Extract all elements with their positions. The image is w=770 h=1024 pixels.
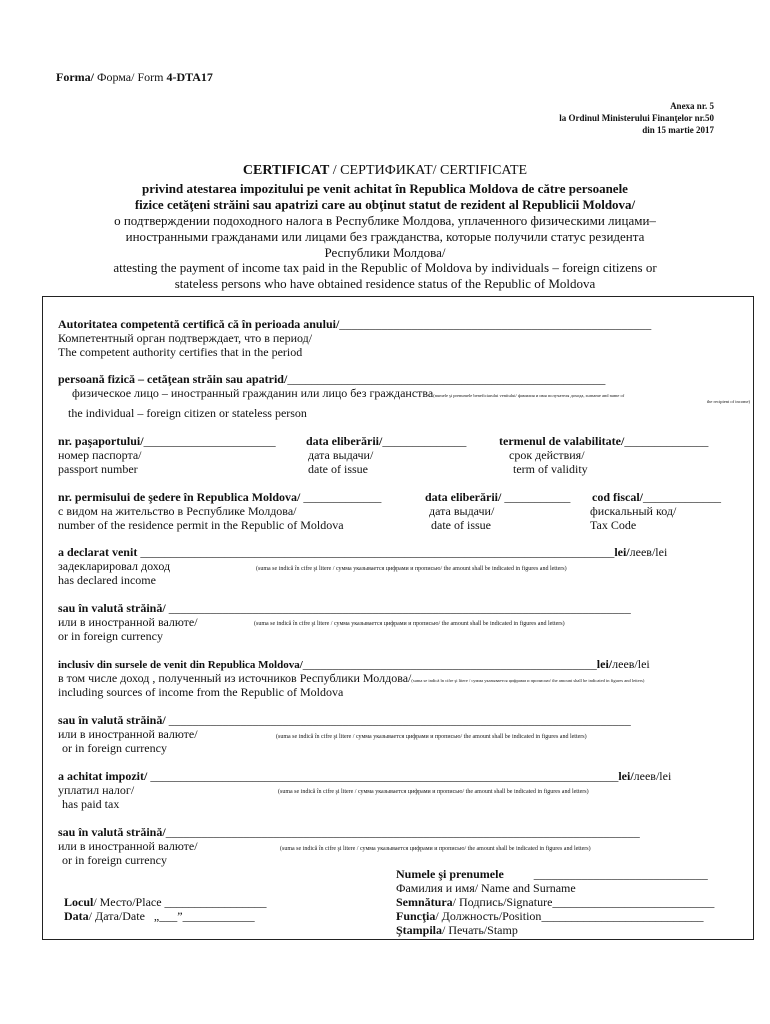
title-ru-1: о подтверждении подоходного налога в Республике Молдова, уплаченного физическими лицами–: [114, 213, 656, 228]
signature-stamp-translation: / Печать/Stamp: [442, 923, 518, 937]
annex-line-1: Anexa nr. 5: [670, 101, 714, 111]
fiscal-field[interactable]: _____________: [643, 490, 721, 504]
person-name-field[interactable]: _____________________________________________________: [287, 372, 606, 386]
signature-sign-label: Semnătura: [396, 895, 453, 909]
passport-valid-label: termenul de valabilitate/: [499, 434, 625, 448]
signature-position-row: [396, 909, 703, 924]
passport-valid-field[interactable]: ______________: [624, 434, 709, 448]
authority-en: The competent authority certifies that in the period: [58, 345, 303, 359]
tax-paid-label: a achitat impozit/: [58, 769, 148, 783]
foreign2-en: or in foreign currency: [62, 741, 167, 755]
moldova-sources-field[interactable]: _________________________________________________: [302, 657, 597, 671]
residence-date-label: data eliberării/: [425, 490, 502, 504]
foreign3-en: or in foreign currency: [62, 853, 167, 867]
person-ru-row: [72, 386, 624, 401]
tax-paid-en: has paid tax: [62, 797, 120, 811]
passport-valid-en: term of validity: [513, 462, 588, 476]
declared-amount-note: (suma se indică în cifre şi litere / сумма указывается цифрами и прописью/ the amount shall be indicated in figures and letters): [256, 566, 567, 572]
foreign2-ru: или в иностранной валюте/: [58, 727, 198, 741]
foreign3-ru: или в иностранной валюте/: [58, 839, 198, 853]
moldova-amount-note: (suma se indică în cifre şi litere / сумма указывается цифрами и прописью/ the amount shall be indicated in figures and letters): [411, 678, 645, 683]
place-label: Locul: [64, 895, 94, 909]
title-ru-2: иностранными гражданами или лицами без гражданства, которые получили статус резидента: [125, 229, 645, 244]
residence-date-row: [425, 490, 570, 505]
fiscal-en: Tax Code: [590, 518, 637, 532]
residence-date-field[interactable]: ___________: [504, 490, 571, 504]
residence-date-ru: дата выдачи/: [429, 504, 495, 518]
foreign1-label: sau în valută străină/: [58, 601, 166, 615]
signature-position-label: Funcţia: [396, 909, 436, 923]
tax-paid-amount-note: (suma se indică în cifre şi litere / сумма указывается цифрами и прописью/ the amount shall be indicated in figures and letters): [278, 789, 589, 795]
passport-nr-row: [58, 434, 276, 449]
authority-ru: Компетентный орган подтверждает, что в период/: [58, 331, 313, 345]
foreign3-amount-note: (suma se indică în cifre şi litere / сумма указывается цифрами и прописью/ the amount shall be indicated in figures and letters): [280, 846, 591, 852]
passport-date-field[interactable]: ______________: [382, 434, 467, 448]
passport-date-en: date of issue: [308, 462, 368, 476]
tax-paid-amount-field[interactable]: ______________________________________________________________________________: [150, 769, 619, 783]
signature-name-field[interactable]: _____________________________: [533, 867, 708, 881]
signature-name-label: Numele şi prenumele: [396, 867, 504, 881]
title-en-2: stateless persons who have obtained residence status of the Republic of Moldova: [174, 276, 596, 291]
passport-valid-row: [499, 434, 708, 449]
tax-currency-bold: lei/: [618, 769, 634, 783]
certificate-title-rest: / СЕРТИФИКАТ/ CERTIFICATE: [329, 163, 528, 178]
passport-nr-label: nr. paşaportului/: [58, 434, 144, 448]
date-row: [64, 909, 255, 924]
form-label-ru-en: Форма/ Form: [94, 70, 167, 84]
declared-amount-field[interactable]: _______________________________________________________________________________: [140, 545, 615, 559]
declared-en: has declared income: [58, 573, 156, 587]
signature-stamp-label: Ştampila: [396, 923, 443, 937]
foreign3-row: [58, 825, 640, 840]
signature-stamp-row: [396, 923, 518, 938]
tax-paid-row: [58, 769, 671, 784]
moldova-currency: леев/lei: [612, 657, 650, 671]
signature-sign-row: [396, 895, 714, 910]
signature-position-field[interactable]: ___________________________: [541, 909, 704, 923]
foreign3-label: sau în valută străină/: [58, 825, 166, 839]
passport-valid-ru: срок действия/: [509, 448, 585, 462]
residence-nr-en: number of the residence permit in the Republic of Moldova: [58, 518, 344, 532]
foreign2-amount-field[interactable]: _____________________________________________________________________________: [168, 713, 631, 727]
residence-nr-ru: с видом на жительство в Республике Молдова/: [58, 504, 297, 518]
person-ru: физическое лицо – иностранный гражданин или лицо без гражданства: [72, 386, 434, 400]
foreign1-ru: или в иностранной валюте/: [58, 615, 198, 629]
person-note-2: the recipient of income): [706, 399, 750, 404]
declared-row: [58, 545, 667, 560]
date-translation: / Дата/Date: [88, 909, 145, 923]
date-label: Data: [64, 909, 89, 923]
passport-nr-field[interactable]: ______________________: [143, 434, 276, 448]
title-en-1: attesting the payment of income tax paid in the Republic of Moldova by individuals – foreign citizens or: [113, 260, 657, 275]
signature-name-row: [396, 867, 708, 882]
moldova-sources-en: including sources of income from the Republic of Moldova: [58, 685, 344, 699]
moldova-sources-label: inclusiv din sursele de venit din Republica Moldova/: [58, 659, 303, 671]
signature-position-translation: / Должность/Position: [435, 909, 542, 923]
fiscal-label: cod fiscal/: [592, 490, 643, 504]
annex-line-2: la Ordinul Ministerului Finanţelor nr.50: [559, 113, 714, 123]
passport-nr-ru: номер паспорта/: [58, 448, 142, 462]
tax-paid-ru: уплатил налог/: [58, 783, 135, 797]
form-label: [56, 70, 213, 85]
passport-nr-en: passport number: [58, 462, 138, 476]
moldova-sources-row: [58, 657, 650, 672]
authority-ro: Autoritatea competentă certifică că în perioada anului/: [58, 317, 340, 331]
certificate-title-bold: CERTIFICAT: [242, 163, 330, 178]
person-en: the individual – foreign citizen or stateless person: [68, 406, 307, 420]
residence-nr-row: [58, 490, 381, 505]
passport-date-ru: дата выдачи/: [308, 448, 374, 462]
signature-sign-field[interactable]: ___________________________: [552, 895, 715, 909]
declared-ru: задекларировал доход: [58, 559, 171, 573]
foreign1-amount-note: (suma se indică în cifre şi litere / сумма указывается цифрами и прописью/ the amount shall be indicated in figures and letters): [254, 621, 565, 627]
foreign3-amount-field[interactable]: _______________________________________________________________________________: [165, 825, 640, 839]
date-field[interactable]: „___”____________: [153, 909, 255, 923]
moldova-sources-ru: в том числе доход , полученный из источников Республики Молдова/: [58, 671, 412, 685]
foreign1-en: or in foreign currency: [58, 629, 163, 643]
person-ro: persoană fizică – cetăţean străin sau apatrid/: [58, 372, 288, 386]
declared-label: a declarat venit: [58, 545, 138, 559]
passport-date-row: [306, 434, 466, 449]
person-ro-row: [58, 372, 605, 387]
place-translation: / Место/Place: [93, 895, 162, 909]
signature-sign-translation: / Подпись/Signature: [452, 895, 553, 909]
moldova-sources-ru-row: [58, 671, 644, 686]
person-note-1: (numele şi prenumele beneficiarului venitului/ фамилия и имя получателя дохода, surname and name of: [433, 393, 625, 398]
foreign1-row: [58, 601, 631, 616]
authority-period-field[interactable]: ____________________________________________________: [339, 317, 652, 331]
title-ro-2: fizice cetăţeni străini sau apatrizi care au obţinut statut de rezident al Republicii Moldova/: [134, 197, 636, 212]
residence-nr-label: nr. permisului de şedere în Republica Moldova/: [58, 490, 301, 504]
residence-nr-field[interactable]: _____________: [303, 490, 382, 504]
foreign2-amount-note: (suma se indică în cifre şi litere / сумма указывается цифрами и прописью/ the amount shall be indicated in figures and letters): [276, 734, 587, 740]
tax-currency: леев/lei: [633, 769, 672, 783]
form-code: 4-DTA17: [166, 70, 213, 84]
declared-currency-bold: lei/: [614, 545, 630, 559]
form-label-ro: Forma/: [56, 70, 94, 84]
place-row: [64, 895, 267, 910]
place-field[interactable]: _________________: [164, 895, 267, 909]
fiscal-ru: фискальный код/: [590, 504, 677, 518]
declared-currency: леев/lei: [629, 545, 668, 559]
title-ru-3: Республики Молдова/: [324, 245, 446, 260]
authority-ro-row: [58, 317, 651, 332]
foreign1-amount-field[interactable]: _____________________________________________________________________________: [168, 601, 631, 615]
foreign2-label: sau în valută străină/: [58, 713, 166, 727]
fiscal-row: [592, 490, 721, 505]
signature-name-translation: Фамилия и имя/ Name and Surname: [396, 881, 576, 895]
title-ro-1: privind atestarea impozitului pe venit achitat în Republica Moldova de către persoanele: [142, 181, 628, 196]
passport-date-label: data eliberării/: [306, 434, 383, 448]
moldova-currency-bold: lei/: [596, 657, 613, 671]
residence-date-en: date of issue: [431, 518, 491, 532]
certificate-title: [0, 163, 770, 179]
annex-line-3: din 15 martie 2017: [642, 125, 714, 135]
foreign2-row: [58, 713, 631, 728]
